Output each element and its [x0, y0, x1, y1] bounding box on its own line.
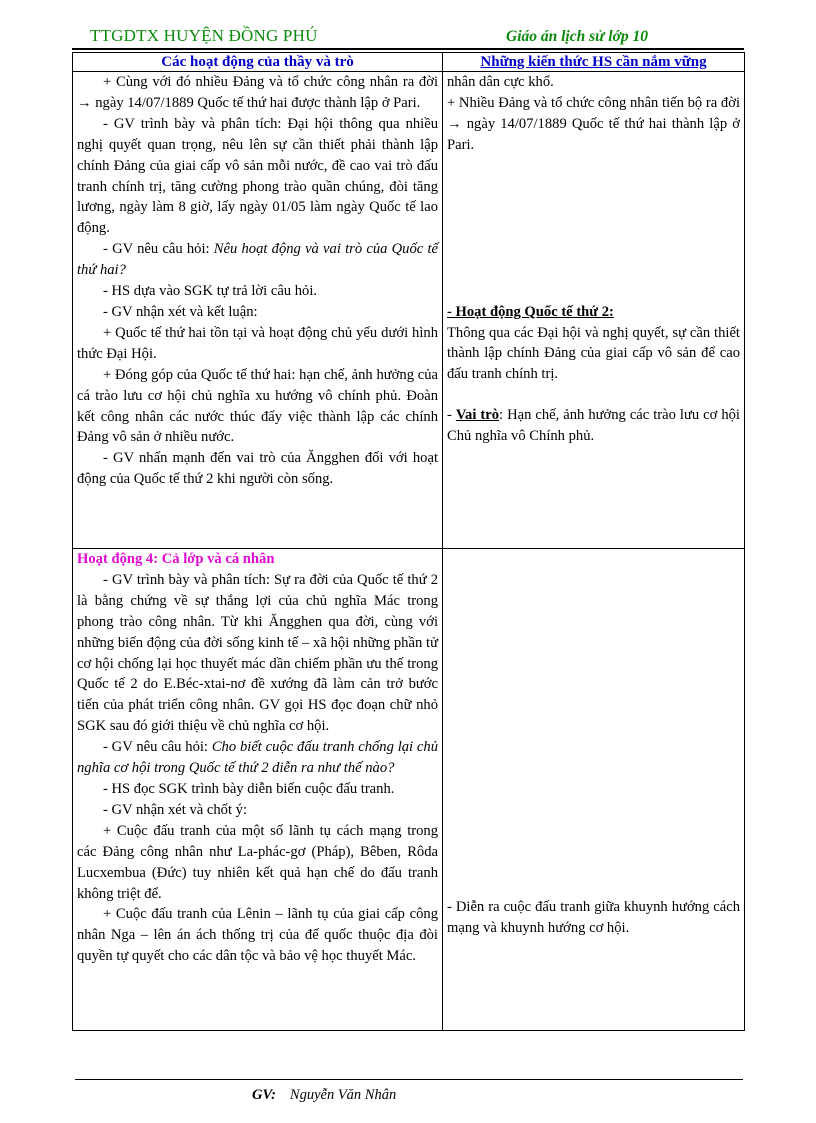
- row1-left-p8: - GV nhấn mạnh đến vai trò của Ăngghen đối với hoạt động của Quốc tế thứ 2 khi người còn sống.: [77, 450, 438, 488]
- row1-left-question: [77, 239, 438, 281]
- question-text: Nêu hoạt động và vai trò của Quốc tế thứ hai?: [77, 241, 438, 279]
- footer-rule: [75, 1079, 743, 1080]
- role-paragraph: - Vai trò: Hạn chế, ảnh hưởng các trào lưu cơ hội Chủ nghĩa vô Chính phủ.: [447, 407, 740, 445]
- row1-left-p6: + Quốc tế thứ hai tồn tại và hoạt động chủ yếu dưới hình thức Đại Hội.: [77, 324, 438, 362]
- row2-left-p5: + Cuộc đấu tranh của một số lãnh tụ cách mạng trong các Đảng công nhân như La-phác-gơ (Pháp), Bêben, Rôda Lucxembua (Đức) tuy nhiên kết quả hạn chế do đấu tranh không triệt để.: [77, 822, 438, 902]
- row1-left-p4: - HS dựa vào SGK tự trả lời câu hỏi.: [103, 283, 318, 300]
- activity-heading: Hoạt động 4: Cả lớp và cá nhân: [77, 551, 275, 567]
- activity-title: - Hoạt động Quốc tế thứ 2:: [447, 303, 614, 320]
- footer-teacher-name: Nguyễn Văn Nhân: [289, 1087, 397, 1103]
- lesson-table: [72, 52, 745, 1031]
- role-title: Vai trò: [455, 407, 500, 424]
- row2-left-p6: + Cuộc đấu tranh của Lênin – lãnh tụ của giai cấp công nhân Nga – lên án ách thống trị của đế quốc thuộc địa đòi quyền tự quyết cho các dân tộc và bảo vệ học thuyết Mác.: [77, 906, 438, 965]
- row2-right-cell: [443, 549, 745, 1031]
- row2-left-p3: - HS đọc SGK trình bày diễn biến cuộc đấu tranh.: [103, 780, 395, 797]
- row2-right-text: - Diễn ra cuộc đấu tranh giữa khuynh hướng cách mạng và khuynh hướng cơ hội.: [447, 899, 740, 936]
- row2-left-cell: [73, 549, 443, 1031]
- col-header-knowledge: Những kiến thức HS cần nắm vững: [443, 53, 745, 72]
- table-row: [73, 549, 745, 1031]
- row1-right-p1: nhân dân cực khổ.: [447, 74, 554, 90]
- header-rule: [72, 48, 744, 50]
- row1-left-cell: [73, 72, 443, 549]
- question-intro: - GV nêu câu hỏi:: [103, 241, 210, 258]
- row1-left-p7: + Đóng góp của Quốc tế thứ hai: hạn chế, ảnh hưởng của cá trào lưu cơ hội chủ nghĩa xu hướng vô chính phủ. Đoàn kết công nhân các nước thúc đẩy việc thành lập các chính Đảng vô sản ở nhiều nước.: [77, 366, 438, 446]
- row1-right-p2: + Nhiều Đảng và tổ chức công nhân tiến bộ ra đời → ngày 14/07/1889 Quốc tế thứ hai thành lập ở Pari.: [447, 94, 740, 153]
- row2-left-p4: - GV nhận xét và chốt ý:: [103, 801, 248, 818]
- row1-right-cell: [443, 72, 745, 549]
- header-subject-title: Giáo án lịch sử lớp 10: [506, 28, 649, 45]
- row2-left-p1: - GV trình bày và phân tích: Sự ra đời của Quốc tế thứ 2 là bằng chứng về sự thắng lợi của chủ nghĩa Mác trong phong trào công nhân. Từ khi Ăngghen qua đời, cùng với những biến động của đời sống kinh tế – xã hội những phần tử cơ hội chống lại học thuyết mác dần chiếm phần ưu thế trong Quốc tế 2 do E.Béc-xtai-nơ đề xướng đã làm cản trở bước tiến của phát triển công nhân. GV gọi HS đọc đoạn chữ nhỏ SGK sau đó giới thiệu về chủ nghĩa cơ hội.: [77, 571, 438, 735]
- header-school-name: TTGDTX HUYỆN ĐỒNG PHÚ: [90, 26, 318, 45]
- col-header-activities: Các hoạt động của thầy và trò: [73, 53, 443, 72]
- row1-left-p1: + Cùng với đó nhiều Đảng và tổ chức công nhân ra đời → ngày 14/07/1889 Quốc tế thứ hai được thành lập ở Pari.: [77, 74, 438, 111]
- question-text: Cho biết cuộc đấu tranh chống lại chủ nghĩa cơ hội trong Quốc tế thứ 2 diễn ra như thế nào?: [77, 739, 438, 777]
- activity-text: Thông qua các Đại hội và nghị quyết, sự cần thiết thành lập chính Đảng của giai cấp vô sản để cao đấu tranh chính trị.: [447, 324, 740, 383]
- footer-teacher: [252, 1087, 396, 1104]
- row1-left-p5: - GV nhận xét và kết luận:: [103, 303, 258, 320]
- footer-label: GV:: [252, 1087, 276, 1103]
- row1-left-p2: - GV trình bày và phân tích: Đại hội thông qua nhiều nghị quyết quan trọng, nêu lên sự cần thiết phải thành lập chính Đảng của giai cấp vô sản mỗi nước, đề cao vai trò đấu tranh chính trị, tăng cường phong trào quần chúng, đòi tăng lương, ngày làm 8 giờ, lấy ngày 01/05 làm ngày Quốc tế lao động.: [77, 115, 438, 237]
- row2-left-question: - GV nêu câu hỏi: Cho biết cuộc đấu tranh chống lại chủ nghĩa cơ hội trong Quốc tế thứ 2 diễn ra như thế nào?: [77, 739, 438, 777]
- table-row: [73, 72, 745, 549]
